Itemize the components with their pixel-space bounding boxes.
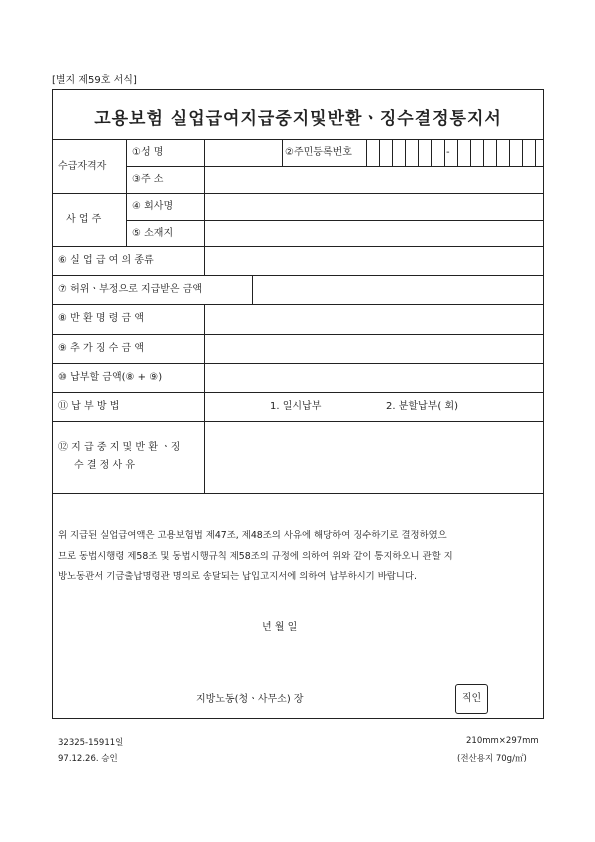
address-field[interactable] — [205, 167, 543, 192]
benefit-type-label: ⑥ 실 업 급 여 의 종류 — [58, 255, 154, 266]
additional-amount-label: ⑨ 추 가 징 수 금 액 — [58, 343, 144, 354]
fraud-amount-label: ⑦ 허위ㆍ부정으로 지급받은 금액 — [58, 284, 203, 295]
fraud-amount-field[interactable] — [253, 276, 543, 303]
issue-date: 년 월 일 — [262, 622, 298, 633]
reason-label-line2: 수 결 정 사 유 — [74, 460, 136, 471]
divider — [282, 139, 283, 166]
address-label: ③주 소 — [132, 174, 164, 185]
notice-line: 방노동관서 기금출납명령관 명의로 송달되는 납입고지서에 의하여 납부하시기 바랍니다. — [58, 571, 417, 582]
employer-group-label: 사 업 주 — [66, 214, 102, 225]
refund-amount-field[interactable] — [205, 305, 543, 333]
divider — [126, 139, 127, 246]
additional-amount-field[interactable] — [205, 335, 543, 362]
divider — [52, 392, 544, 393]
company-label: ④ 회사명 — [132, 201, 174, 212]
lump-sum-option[interactable]: 1. 일시납부 — [270, 401, 322, 412]
reason-field[interactable] — [205, 422, 543, 492]
refund-amount-label: ⑧ 반 환 명 령 금 액 — [58, 313, 144, 324]
rrn-dash: - — [446, 147, 450, 158]
company-field[interactable] — [205, 194, 543, 219]
name-label: ①성 명 — [132, 147, 164, 158]
rrn-label: ②주민등록번호 — [285, 147, 352, 158]
reason-label-line1: ⑫ 지 급 중 지 및 반 환 ㆍ징 — [58, 442, 181, 453]
payment-method-label: ⑪ 납 부 방 법 — [58, 401, 120, 412]
payable-amount-label: ⑩ 납부할 금액(⑧ + ⑨) — [58, 372, 163, 383]
notice-line: 므로 동법시행령 제58조 및 동법시행규칙 제58조의 규정에 의하여 위와 같이 통지하오니 관할 지 — [58, 551, 453, 562]
document-title: 고용보험 실업급여지급중지및반환ㆍ징수결정통지서 — [94, 109, 502, 129]
paper-spec: (전산용지 70g/㎡) — [457, 754, 527, 764]
rrn-field[interactable] — [367, 140, 543, 165]
divider — [52, 493, 544, 494]
installment-option[interactable]: 2. 분할납부( 회) — [386, 401, 459, 412]
location-label: ⑤ 소재지 — [132, 228, 174, 239]
official-seal-box: 직인 — [455, 684, 488, 714]
payable-amount-field[interactable] — [205, 364, 543, 391]
location-field[interactable] — [205, 221, 543, 245]
form-number-label: [별지 제59호 서식] — [52, 75, 137, 86]
approval-date: 97.12.26. 승인 — [58, 754, 118, 764]
benefit-type-field[interactable] — [205, 247, 543, 274]
issuer-name: 지방노동(청ㆍ사무소) 장 — [196, 694, 304, 705]
form-code: 32325-15911일 — [58, 738, 124, 748]
paper-size: 210mm×297mm — [466, 736, 539, 746]
notice-line: 위 지급된 실업급여액은 고용보험법 제47조, 제48조의 사유에 해당하여 징수하기로 결정하였으 — [58, 530, 447, 541]
recipient-group-label: 수급자격자 — [58, 161, 107, 172]
name-field[interactable] — [205, 140, 281, 165]
